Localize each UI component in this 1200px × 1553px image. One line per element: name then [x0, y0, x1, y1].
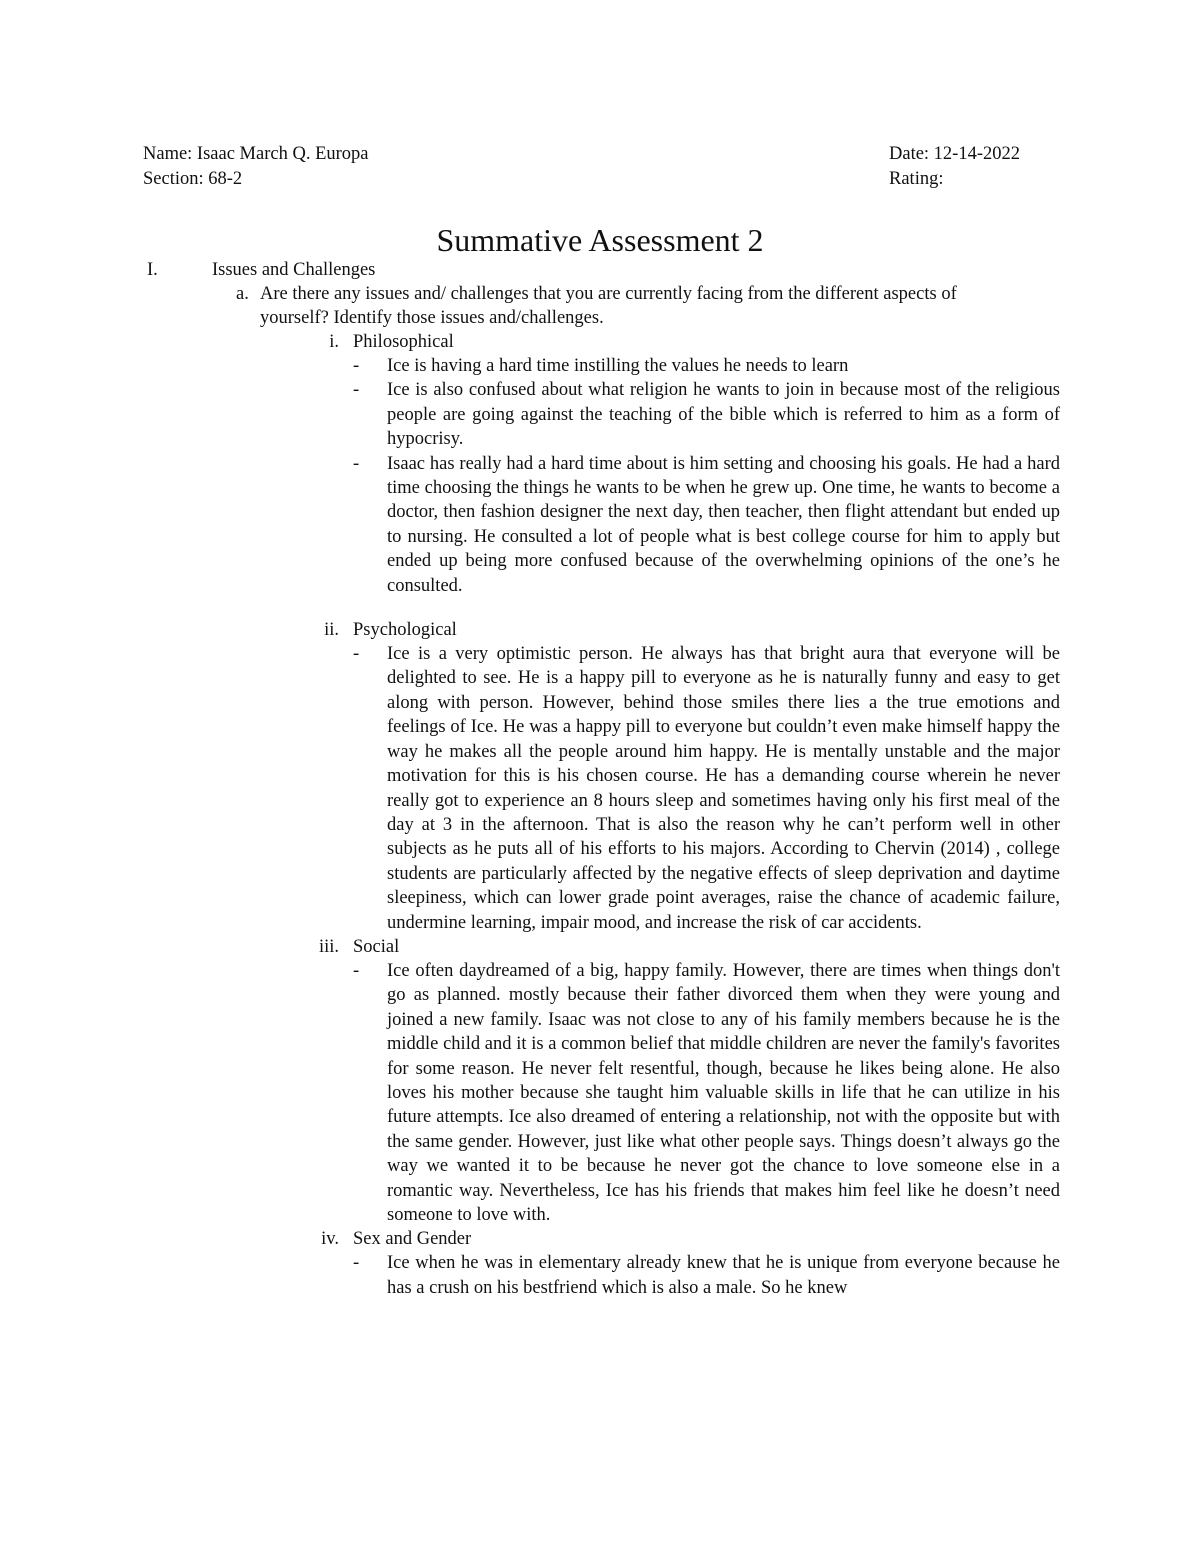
subsection-label: Sex and Gender [353, 1229, 472, 1250]
subsection-numeral: iii. [318, 936, 339, 957]
list-item [353, 959, 1060, 1227]
subsection-heading [321, 1227, 1060, 1251]
dash-marker: - [353, 356, 360, 376]
subsection-philosophical [329, 330, 1060, 598]
bullet-list [353, 354, 1060, 598]
dash-marker: - [353, 644, 360, 665]
bullet-text: Ice when he was in elementary already knew that he is unique from everyone because he has a crush on his bestfriend which is also a male. So he knew [387, 1253, 1060, 1298]
question-text: Are there any issues and/ challenges that you are currently facing from the different aspects of yourself? Identify those issues and/challenges. [260, 284, 957, 328]
assessment-rating: Rating: [889, 169, 944, 189]
list-item [353, 642, 1060, 935]
subsection-heading [318, 935, 1060, 959]
bullet-text: Isaac has really had a hard time about is him setting and choosing his goals. He had a hard time choosing the things he wants to be when he grew up. One time, he wants to become a doctor, then fashion designer the next day, then teacher, then flight attendant but ended up to nursing. He consulted a lot of people what is best college course for him to apply but ended up being more confused because of the overwhelming opinions of the one’s he consulted. [387, 453, 1060, 596]
part-numeral: I. [147, 260, 158, 280]
subsection-label: Psychological [353, 620, 457, 641]
list-item [353, 1251, 1060, 1300]
subsection-heading [324, 618, 1060, 642]
list-item [353, 354, 1060, 378]
bullet-list [353, 959, 1060, 1227]
student-section: Section: 68-2 [143, 169, 243, 189]
header-right [889, 142, 1020, 192]
bullet-text: Ice often daydreamed of a big, happy family. However, there are times when things don't go as planned. mostly because their father divorced them when they were young and joined a new family. Isaac was not close to any of his family members because he is the middle child and it is a common belief that middle children are never the family's favorites for some reason. He never felt resentful, though, because he likes being alone. He also loves his mother because she taught him valuable skills in life that he can utilize in his future attempts. Ice also dreamed of entering a relationship, not with the opposite but with the same gender. However, just like what other people says. Things doesn’t always go the way we wanted it to be because he never got the chance to love someone else in a romantic way. Nevertheless, Ice has his friends that makes him feel like he doesn’t need someone to love with. [387, 960, 1060, 1225]
subsection-sex-and-gender [321, 1227, 1060, 1300]
subsection-heading [329, 330, 1060, 354]
subsection-label: Social [353, 936, 400, 957]
subsection-numeral: i. [329, 332, 339, 352]
outline-part [143, 258, 1063, 1300]
question-block [236, 282, 988, 330]
dash-marker: - [353, 960, 360, 981]
subsection-social [318, 935, 1060, 1227]
subsection-numeral: iv. [321, 1229, 339, 1250]
subsection-psychological [324, 618, 1060, 935]
question-marker: a. [236, 284, 249, 304]
dash-marker: - [353, 380, 360, 401]
list-item [353, 452, 1060, 598]
dash-marker: - [353, 453, 360, 474]
page-title: Summative Assessment 2 [436, 222, 764, 258]
bullet-text: Ice is a very optimistic person. He always has that bright aura that everyone will be delighted to see. He is a happy pill to everyone as he is naturally funny and easy to get along with person. However, behind those smiles there lies a the true emotions and feelings of Ice. He was a happy pill to everyone but couldn’t even make himself happy the way he makes all the people around him happy. He is mentally unstable and the major motivation for this is his chosen course. He has a demanding course wherein he never really got to experience an 8 hours sleep and sometimes having only his first meal of the day at 3 in the afternoon. That is also the reason why he can’t perform well in other subjects as he puts all of his efforts to his majors. According to Chervin (2014) , college students are particularly affected by the negative effects of sleep deprivation and daytime sleepiness, which can lower grade point averages, raise the chance of academic failure, undermine learning, impair mood, and increase the risk of car accidents. [387, 644, 1060, 933]
spacer [143, 598, 1063, 618]
bullet-list [353, 1251, 1060, 1300]
part-heading [143, 258, 1063, 282]
bullet-text: Ice is also confused about what religion he wants to join in because most of the religious people are going against the teaching of the bible which is referred to him as a form of hypocrisy. [387, 380, 1060, 450]
subsection-numeral: ii. [324, 620, 339, 641]
list-item [353, 378, 1060, 451]
bullet-text: Ice is having a hard time instilling the values he needs to learn [387, 356, 849, 376]
subsection-label: Philosophical [353, 332, 454, 352]
header-left [143, 142, 369, 192]
student-name: Name: Isaac March Q. Europa [143, 144, 369, 164]
assessment-date: Date: 12-14-2022 [889, 144, 1021, 164]
bullet-list [353, 642, 1060, 935]
part-label: Issues and Challenges [212, 260, 376, 280]
dash-marker: - [353, 1253, 360, 1274]
